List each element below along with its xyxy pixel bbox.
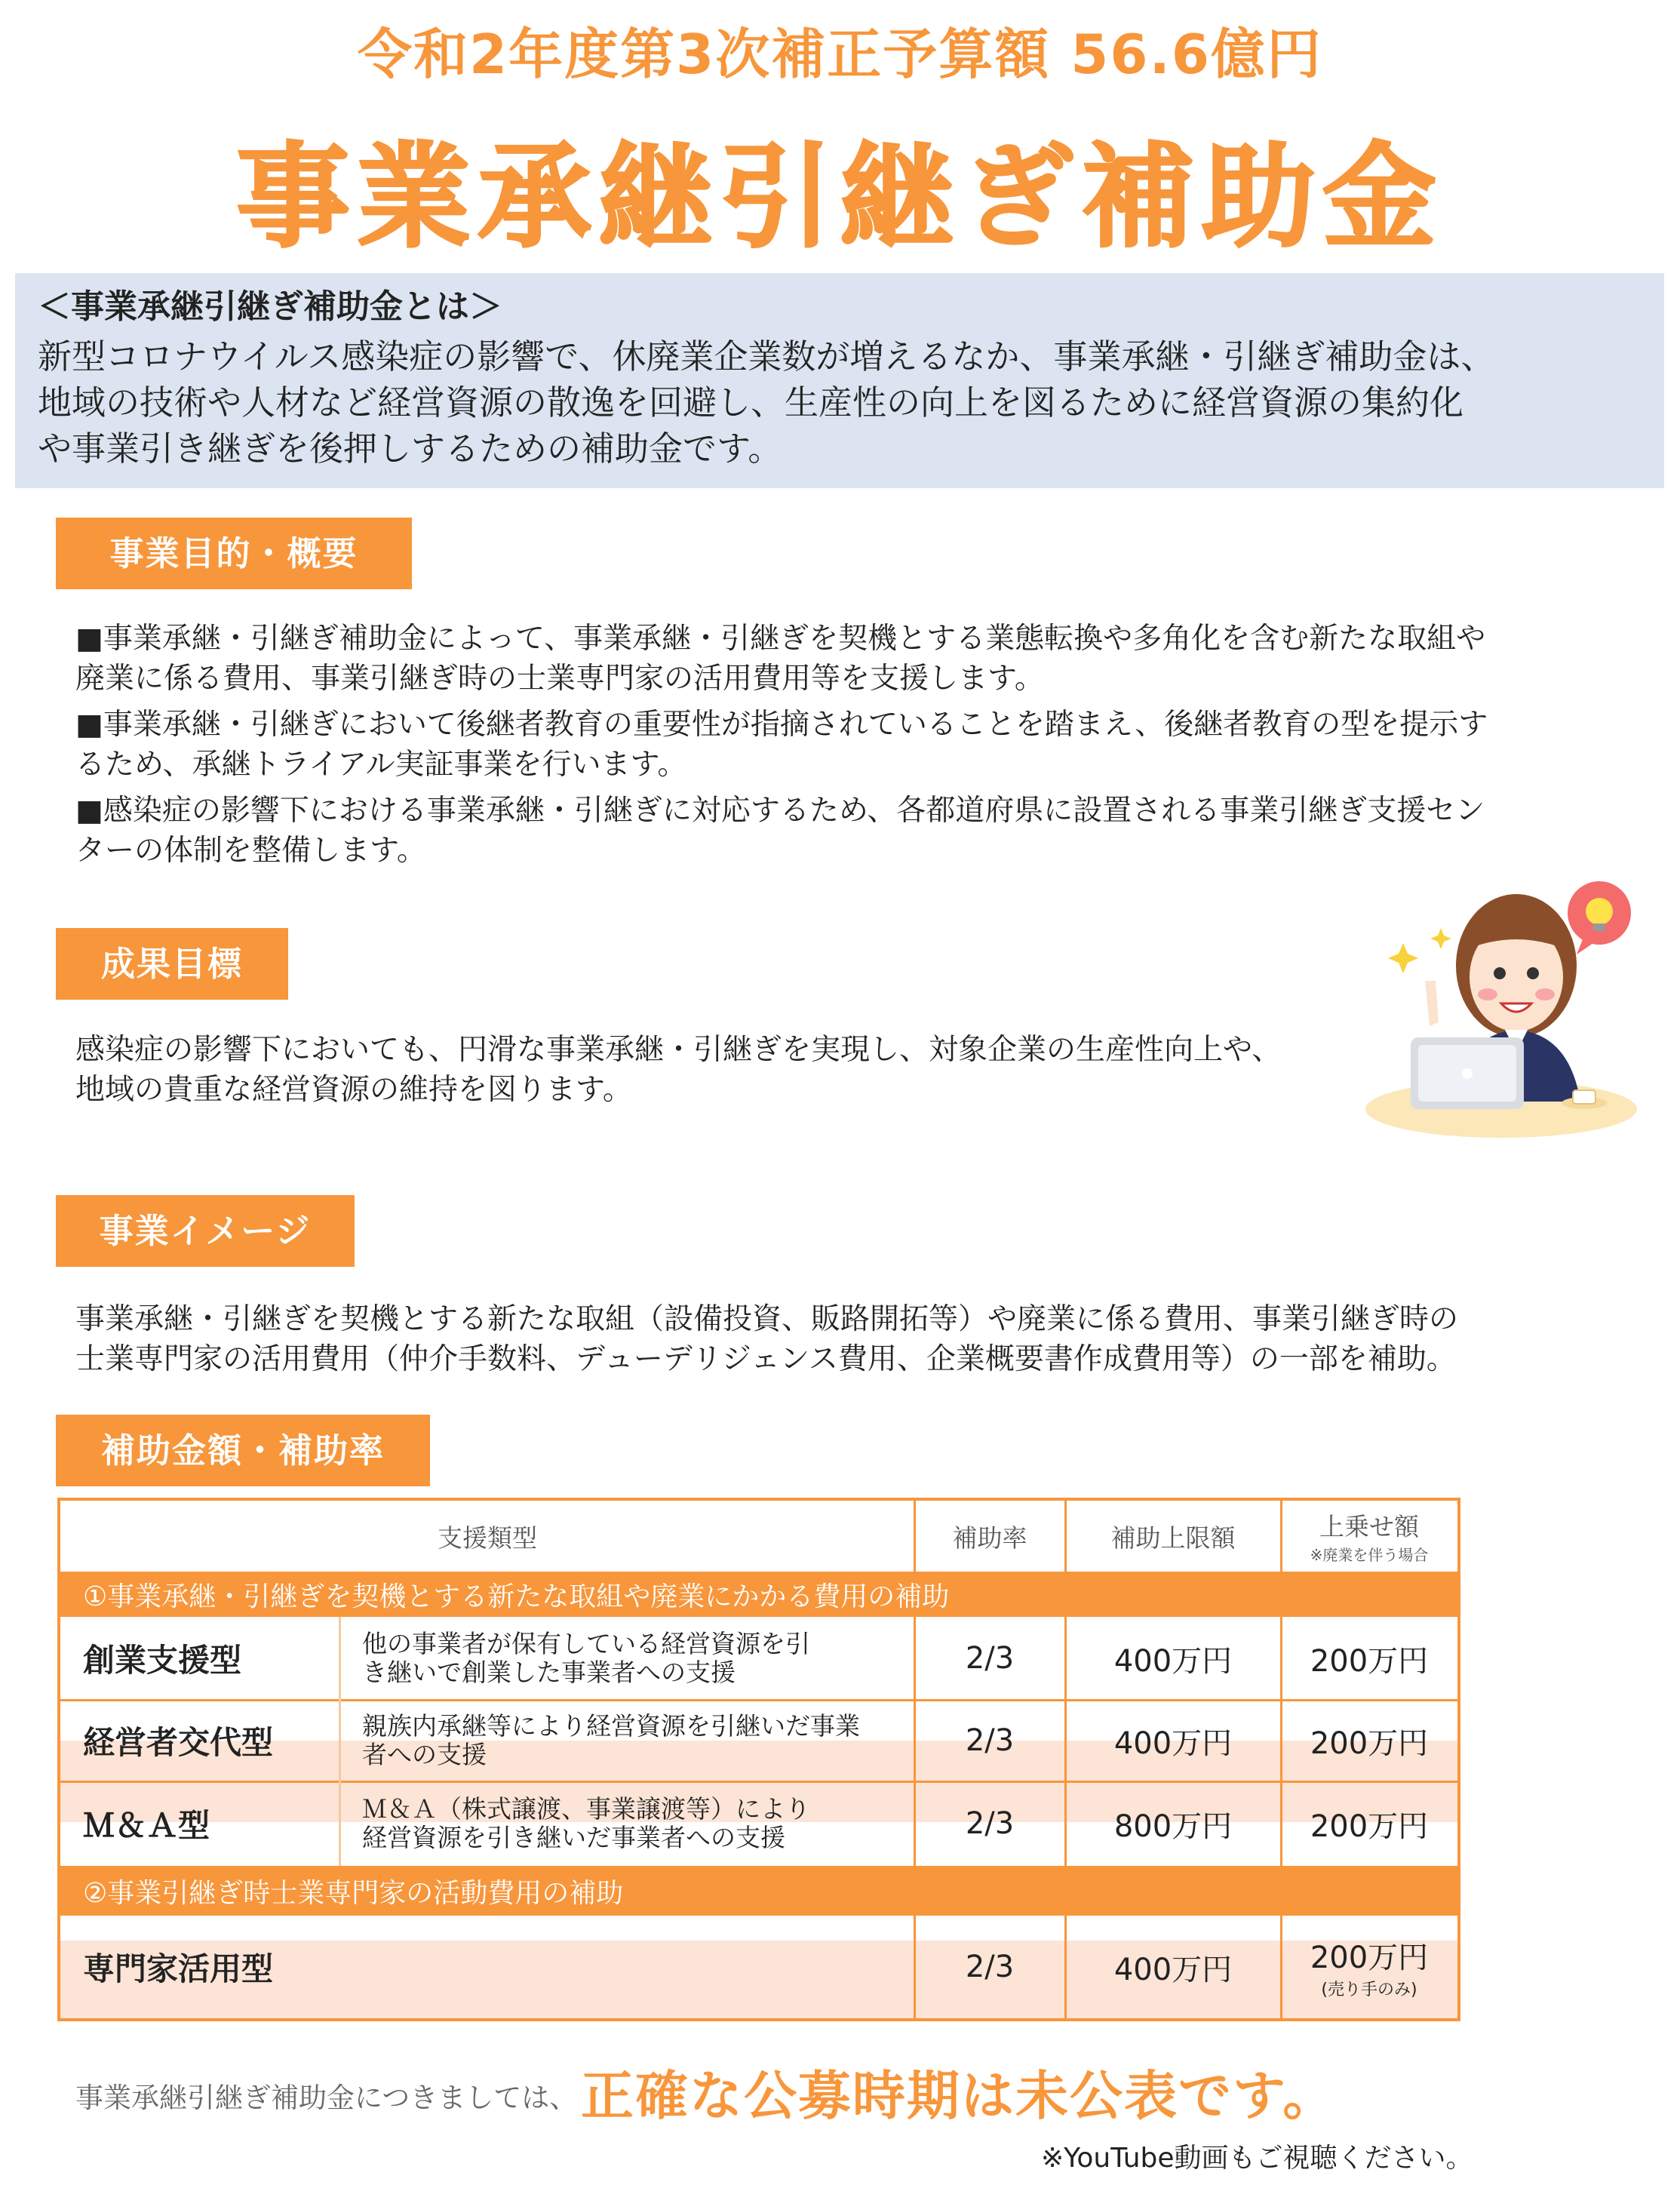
row-name: 経営者交代型 bbox=[83, 1724, 274, 1761]
image-line: 士業専門家の活用費用（仲介手数料、デューデリジェンス費用、企業概要書作成費用等）の一部を補助。 bbox=[75, 1342, 1456, 1376]
row-limit: 800万円 bbox=[1113, 1809, 1233, 1844]
grid-line bbox=[914, 1617, 916, 1866]
grid-line bbox=[1064, 1501, 1067, 1572]
purpose-line: ■事業承継・引継ぎ補助金によって、事業承継・引継ぎを契機とする業態転換や多角化を含む新たな取組や bbox=[75, 622, 1486, 656]
row-desc-line: き継いで創業した事業者への支援 bbox=[362, 1658, 736, 1687]
row-limit: 400万円 bbox=[1113, 1726, 1233, 1761]
row-rate: 2/3 bbox=[965, 1723, 1015, 1758]
section-tag-purpose: 事業目的・概要 bbox=[56, 518, 412, 589]
row-desc bbox=[339, 1617, 914, 1700]
section-tag-results: 成果目標 bbox=[56, 928, 288, 1000]
purpose-line: 廃業に係る費用、事業引継ぎ時の士業専門家の活用費用等を支援します。 bbox=[75, 662, 1044, 696]
results-text bbox=[75, 1030, 1358, 1110]
subsidy-table bbox=[57, 1498, 1460, 2021]
group-bar-1: ①事業承継・引継ぎを契機とする新たな取組や廃業にかかる費用の補助 bbox=[60, 1572, 1457, 1617]
grid-line bbox=[914, 1916, 916, 2018]
budget-line: 令和2年度第3次補正予算額 56.6億円 bbox=[358, 23, 1322, 86]
results-line: 感染症の影響下においても、円滑な事業承継・引継ぎを実現し、対象企業の生産性向上や、 bbox=[75, 1033, 1282, 1067]
row-name: Ｍ＆Ａ型 bbox=[83, 1807, 210, 1844]
grid-line bbox=[1280, 1617, 1282, 1866]
intro-heading: ＜事業承継引継ぎ補助金とは＞ bbox=[38, 287, 502, 326]
row-desc-line: 他の事業者が保有している経営資源を引 bbox=[362, 1629, 810, 1658]
expert-row-rate: 2/3 bbox=[965, 1950, 1015, 1984]
purpose-line: ■感染症の影響下における事業承継・引継ぎに対応するため、各都道府県に設置される事業引継ぎ支援セン bbox=[75, 794, 1485, 828]
row-extra: 200万円 bbox=[1310, 1809, 1429, 1844]
expert-row-limit: 400万円 bbox=[1113, 1952, 1233, 1987]
row-extra: 200万円 bbox=[1310, 1643, 1429, 1679]
purpose-line: ■事業承継・引継ぎにおいて後継者教育の重要性が指摘されていることを踏まえ、後継者教育の型を提示す bbox=[75, 708, 1488, 742]
intro-line: 新型コロナウイルス感染症の影響で、休廃業企業数が増えるなか、事業承継・引継ぎ補助金は、 bbox=[38, 337, 1495, 376]
purpose-line: るため、承継トライアル実証事業を行います。 bbox=[75, 748, 687, 782]
header-rate: 補助率 bbox=[952, 1523, 1027, 1553]
intro-line: や事業引き継ぎを後押しするための補助金です。 bbox=[38, 429, 782, 469]
grid-line bbox=[1064, 1617, 1067, 1866]
section-tag-image: 事業イメージ bbox=[56, 1195, 355, 1267]
grid-line bbox=[60, 1572, 1457, 1574]
row-extra: 200万円 bbox=[1310, 1726, 1429, 1761]
header-limit: 補助上限額 bbox=[1110, 1523, 1236, 1553]
footer-emphasis: 正確な公募時期は未公表です。 bbox=[581, 2065, 1338, 2127]
grid-line bbox=[339, 1617, 341, 1866]
row-name: 創業支援型 bbox=[83, 1642, 242, 1679]
footer-note: ※YouTube動画もご視聴ください。 bbox=[1041, 2143, 1473, 2174]
row-rate: 2/3 bbox=[965, 1641, 1015, 1676]
image-line: 事業承継・引継ぎを契機とする新たな取組（設備投資、販路開拓等）や廃業に係る費用、事業引継ぎ時の bbox=[75, 1302, 1459, 1336]
image-text bbox=[75, 1299, 1584, 1379]
row-desc bbox=[339, 1781, 914, 1866]
purpose-line: ターの体制を整備します。 bbox=[75, 834, 426, 868]
intro-body bbox=[38, 333, 1652, 472]
row-limit: 400万円 bbox=[1113, 1643, 1233, 1679]
results-line: 地域の貴重な経営資源の維持を図ります。 bbox=[75, 1073, 632, 1107]
header-extra bbox=[1281, 1501, 1457, 1572]
grid-line bbox=[1280, 1916, 1282, 2018]
group-bar-2: ②事業引継ぎ時士業専門家の活動費用の補助 bbox=[60, 1866, 1457, 1916]
expert-row-extra-note: (売り手のみ) bbox=[1321, 1981, 1417, 1999]
businesswoman-illustration bbox=[1358, 875, 1645, 1147]
header-extra-note: ※廃業を伴う場合 bbox=[1310, 1546, 1429, 1564]
row-desc-line: 経営資源を引き継いだ事業者への支援 bbox=[362, 1823, 785, 1852]
row-desc-line: 親族内承継等により経営資源を引継いだ事業 bbox=[362, 1711, 860, 1741]
row-desc-line: Ｍ＆Ａ（株式譲渡、事業譲渡等）により bbox=[362, 1794, 810, 1824]
purpose-text bbox=[75, 619, 1584, 871]
footer-lead: 事業承継引継ぎ補助金につきましては、 bbox=[75, 2082, 578, 2114]
grid-line bbox=[60, 1699, 1457, 1701]
header-extra-label: 上乗せ額 bbox=[1319, 1512, 1419, 1541]
grid-line bbox=[1064, 1916, 1067, 2018]
grid-line bbox=[60, 1781, 1457, 1783]
header-type: 支援類型 bbox=[438, 1523, 537, 1553]
grid-line bbox=[914, 1501, 916, 1572]
page-title: 事業承継引継ぎ補助金 bbox=[236, 132, 1444, 263]
expert-row-extra-value: 200万円 bbox=[1310, 1941, 1429, 1975]
intro-box bbox=[15, 273, 1664, 488]
woman-laptop-icon bbox=[1358, 875, 1645, 1147]
row-desc bbox=[339, 1700, 914, 1781]
expert-row-name: 専門家活用型 bbox=[83, 1950, 274, 1987]
row-desc-line: 者への支援 bbox=[362, 1740, 487, 1769]
intro-line: 地域の技術や人材など経営資源の散逸を回避し、生産性の向上を図るために経営資源の集約化 bbox=[38, 383, 1464, 423]
row-rate: 2/3 bbox=[965, 1806, 1015, 1841]
grid-line bbox=[1280, 1501, 1282, 1572]
section-tag-amount: 補助金額・補助率 bbox=[56, 1415, 430, 1486]
expert-row-extra bbox=[1281, 1916, 1457, 2018]
